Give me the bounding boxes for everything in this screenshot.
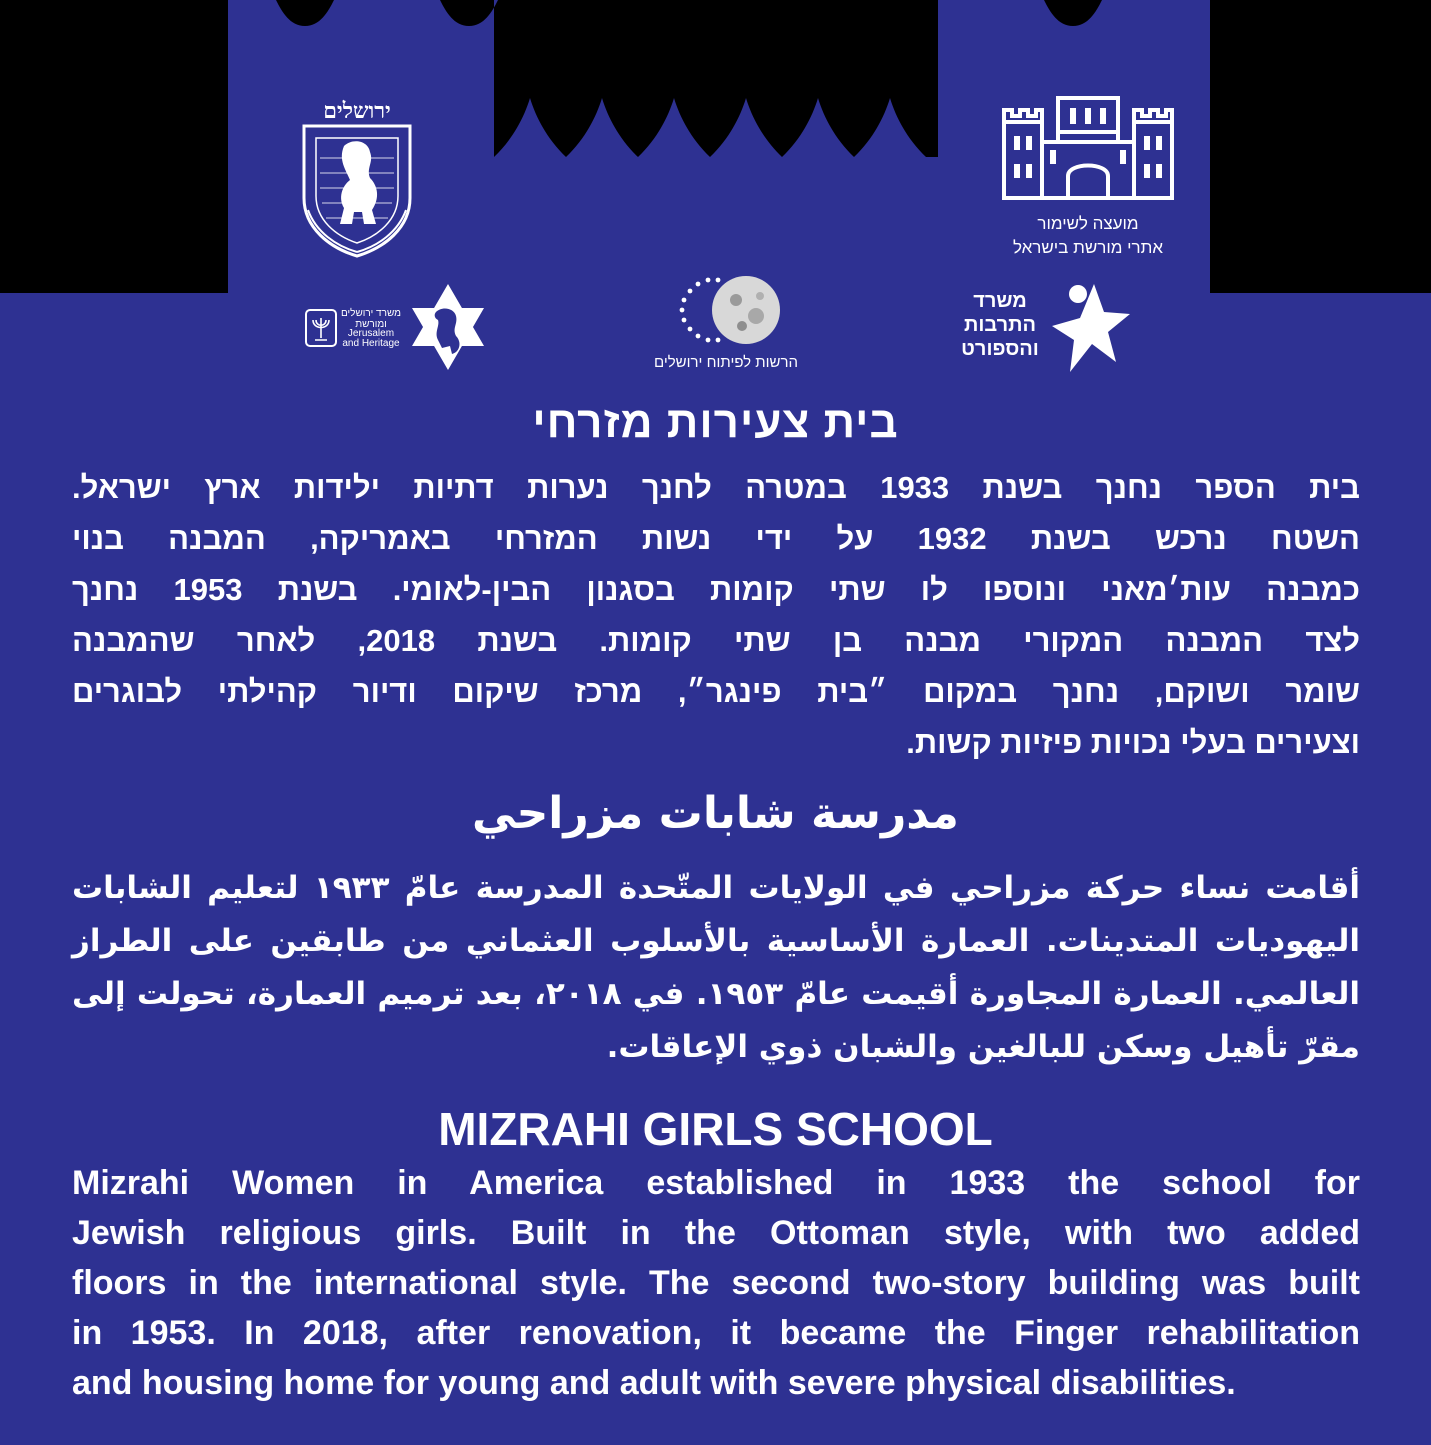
hebrew-line: כמבנה עות׳מאני ונוספו לו שתי קומות בסגנון הבין-לאומי. בשנת 1953 נחנך xyxy=(72,572,1360,607)
star-of-david-lion-icon xyxy=(408,282,488,372)
english-line: floors in the international style. The second two-story building was built xyxy=(72,1264,1360,1302)
ministry-jerusalem-heritage-logo xyxy=(300,282,490,372)
arabic-line: مقرّ تأهيل وسكن للبالغين والشبان ذوي الإعاقات. xyxy=(606,1029,1360,1065)
hebrew-title: בית צעירות מזרחי xyxy=(532,398,899,447)
culture-ministry-line1: משרד xyxy=(973,290,1027,312)
ministry-jerusalem-en1: Jerusalem xyxy=(347,328,395,339)
heritage-council-line1: מועצה לשימור xyxy=(1037,214,1139,233)
culture-ministry-line2: התרבות xyxy=(964,314,1036,336)
english-line: in 1953. In 2018, after renovation, it became the Finger rehabilitation xyxy=(72,1314,1360,1352)
hebrew-line: לצד המבנה המקורי מבנה בן שתי קומות. בשנת 2018, לאחר שהמבנה xyxy=(72,623,1360,658)
menorah-emblem-icon xyxy=(304,308,338,348)
english-line: and housing home for young and adult with severe physical disabilities. xyxy=(72,1364,1236,1402)
arabic-body xyxy=(72,862,1360,1074)
heritage-council-line2: אתרי מורשת בישראל xyxy=(1012,238,1164,257)
english-title: MIZRAHI GIRLS SCHOOL xyxy=(438,1103,993,1155)
jerusalem-emblem xyxy=(296,98,418,258)
arabic-line: العالمي. العمارة المجاورة أقيمت عامّ ١٩٥٣. في ٢٠١٨، بعد ترميم العمارة، تحولت إلى xyxy=(72,976,1360,1012)
english-body xyxy=(72,1158,1360,1408)
ministry-jerusalem-en2: and Heritage xyxy=(342,338,400,349)
english-line: Jewish religious girls. Built in the Ottoman style, with two added xyxy=(72,1214,1360,1252)
hebrew-line: השטח נרכש בשנת 1932 על ידי נשות המזרחי באמריקה, המבנה בנוי xyxy=(72,521,1360,556)
culture-sport-ministry-logo xyxy=(952,282,1132,374)
hebrew-body xyxy=(72,462,1360,768)
hebrew-line: וצעירים בעלי נכויות פיזיות קשות. xyxy=(906,725,1360,760)
ministry-jerusalem-he1: משרד ירושלים xyxy=(340,308,402,319)
jerusalem-label: ירושלים xyxy=(323,98,391,124)
heritage-council-logo xyxy=(998,92,1178,262)
building-icon xyxy=(998,92,1178,202)
culture-ministry-line3: והספורט xyxy=(961,338,1039,360)
development-authority-label: הרשות לפיתוח ירושלים xyxy=(653,354,799,371)
star-figure-icon xyxy=(1050,282,1132,374)
arabic-line: أقامت نساء حركة مزراحي في الولايات المتّحدة المدرسة عامّ ١٩٣٣ لتعليم الشابات xyxy=(72,870,1360,906)
arabic-title: مدرسة شابات مزراحي xyxy=(472,788,959,839)
hebrew-line: בית הספר נחנך בשנת 1933 במטרה לחנך נערות דתיות ילידות ארץ ישראל. xyxy=(72,470,1360,505)
hebrew-line: שומר ושוקם, נחנך במקום ״בית פינגר״, מרכז שיקום ודיור קהילתי לבוגרים xyxy=(72,674,1360,709)
english-line: Mizrahi Women in America established in 1933 the school for xyxy=(72,1164,1360,1202)
moon-circle-icon xyxy=(664,272,784,352)
ministry-jerusalem-he2: ומורשת xyxy=(355,319,387,330)
arabic-line: اليهوديات المتدينات. العمارة الأساسية بالأسلوب العثماني من طابقين على الطراز xyxy=(72,923,1360,959)
development-authority-logo xyxy=(636,272,816,372)
